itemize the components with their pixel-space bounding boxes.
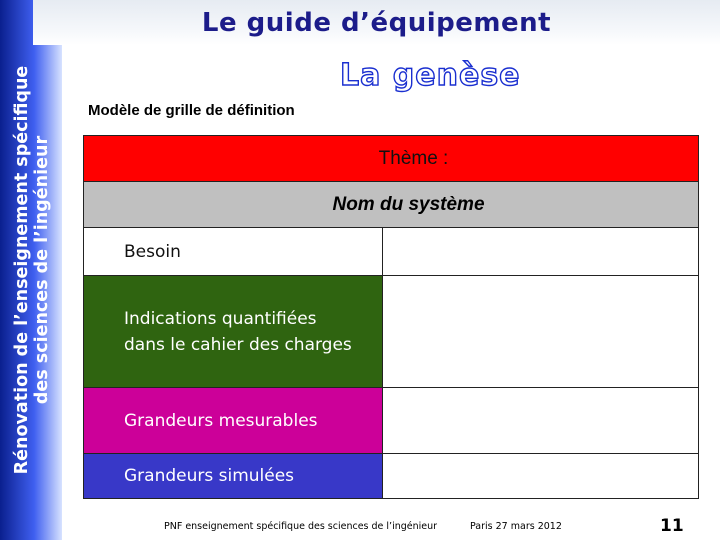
page-number: 11 xyxy=(660,516,684,536)
footer-date: Paris 27 mars 2012 xyxy=(470,521,562,532)
row-label-mesurables xyxy=(84,388,382,454)
row-value-indications[interactable] xyxy=(382,276,698,388)
grid-label: Modèle de grille de définition xyxy=(88,102,295,119)
definition-grid xyxy=(83,135,699,499)
footer-text: PNF enseignement spécifique des sciences de l’ingénieur xyxy=(164,521,438,532)
theme-label: Thème : xyxy=(378,147,449,169)
row-value-simulees[interactable] xyxy=(382,454,698,498)
row-label-besoin xyxy=(84,228,382,276)
theme-row xyxy=(84,136,698,182)
side-title-line2: des sciences de l’ingénieur xyxy=(32,135,52,405)
side-title xyxy=(0,20,72,520)
row-label-simulees xyxy=(84,454,382,498)
row-label-text: Grandeurs simulées xyxy=(124,466,295,486)
row-label-text-line1: Indications quantifiées xyxy=(124,308,317,329)
system-row xyxy=(84,182,698,228)
row-label-text: Besoin xyxy=(124,241,181,262)
side-title-line1: Rénovation de l’enseignement spécifique xyxy=(12,65,32,475)
row-value-besoin[interactable] xyxy=(382,228,698,276)
row-label-text: Grandeurs mesurables xyxy=(124,410,318,431)
row-label-indications xyxy=(84,276,382,388)
side-bar xyxy=(0,0,62,540)
page-title: Le guide d’équipement xyxy=(201,8,552,38)
row-value-mesurables[interactable] xyxy=(382,388,698,454)
system-name: Nom du système xyxy=(332,193,485,215)
row-label-text-line2: dans le cahier des charges xyxy=(124,334,352,355)
section-subtitle: La genèse xyxy=(340,58,521,93)
